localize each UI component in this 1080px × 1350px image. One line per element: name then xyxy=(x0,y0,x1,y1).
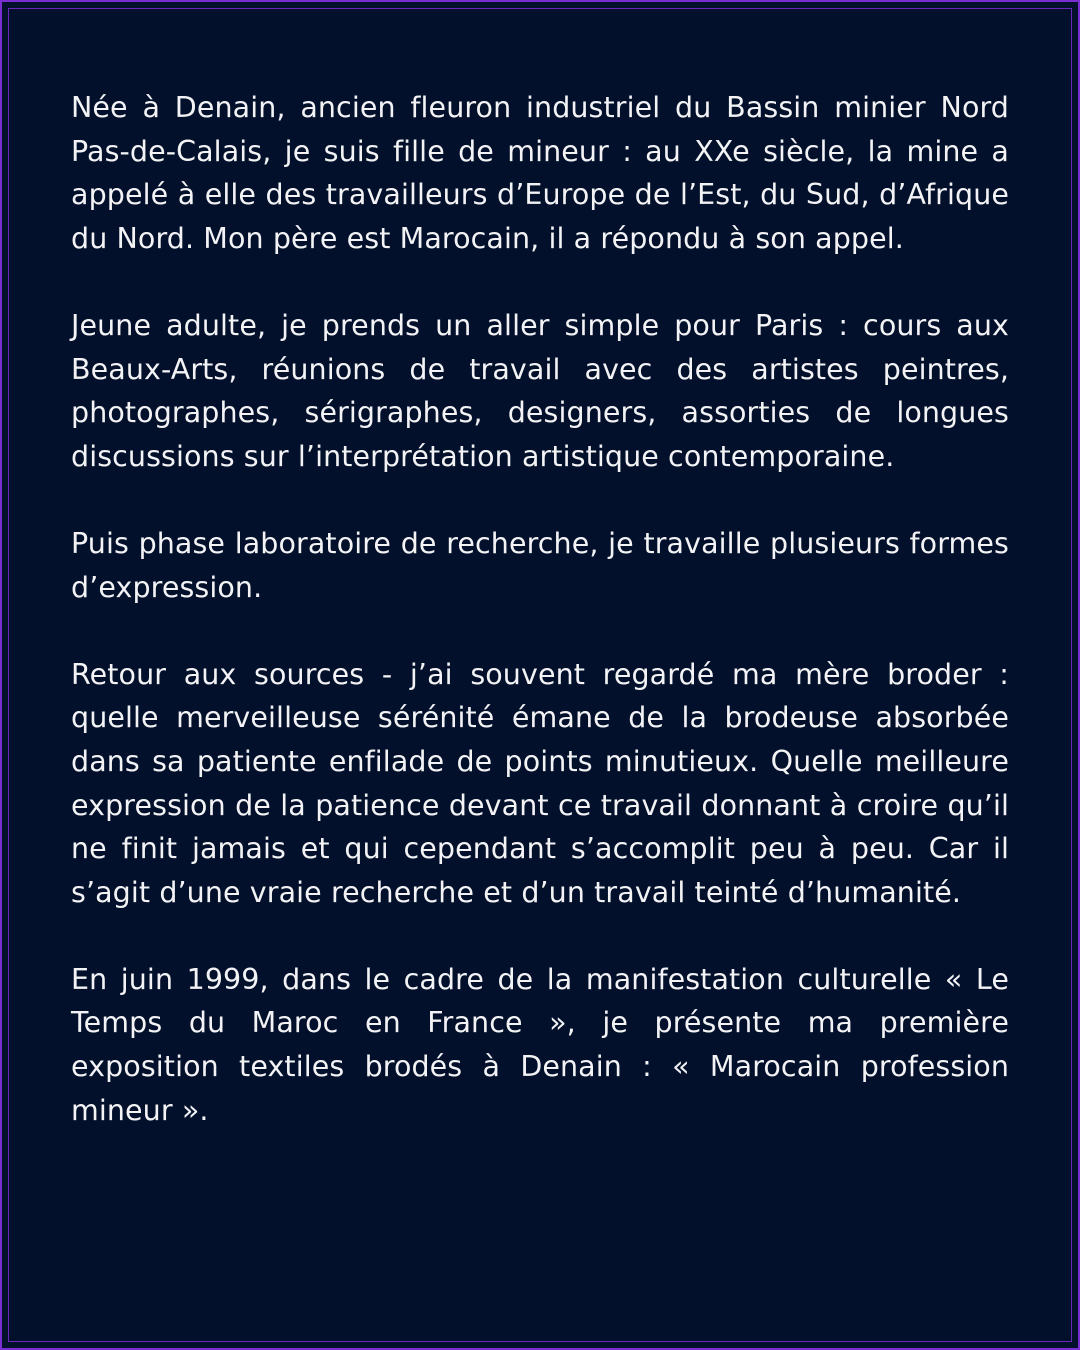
paragraph-paris: Jeune adulte, je prends un aller simple pour Paris : cours aux Beaux-Arts, réunions de travail avec des artistes peintres, photographes, sérigraphes, designers, assorties de longues discussions sur l’interprétation artistique contemporaine. xyxy=(71,308,1009,473)
paragraph-exhibition: En juin 1999, dans le cadre de la manifestation culturelle « Le Temps du Maroc en France », je présente ma première exposition textiles brodés à Denain : « Marocain profession mineur ». xyxy=(71,962,1009,1127)
paragraph-laboratory: Puis phase laboratoire de recherche, je travaille plusieurs formes d’expression. xyxy=(71,526,1009,604)
biography-text xyxy=(71,86,1009,1132)
paragraph-embroidery: Retour aux sources - j’ai souvent regardé ma mère broder : quelle merveilleuse sérénité émane de la brodeuse absorbée dans sa patiente enfilade de points minutieux. Quelle meilleure expression de la patience devant ce travail donnant à croire qu’il ne finit jamais et qui cependant s’accomplit peu à peu. Car il s’agit d’une vraie recherche et d’un travail teinté d’humanité. xyxy=(71,657,1009,909)
paragraph-origins: Née à Denain, ancien fleuron industriel du Bassin minier Nord Pas-de-Calais, je suis fille de mineur : au XXe siècle, la mine a appelé à elle des travailleurs d’Europe de l’Est, du Sud, d’Afrique du Nord. Mon père est Marocain, il a répondu à son appel. xyxy=(71,91,1009,255)
